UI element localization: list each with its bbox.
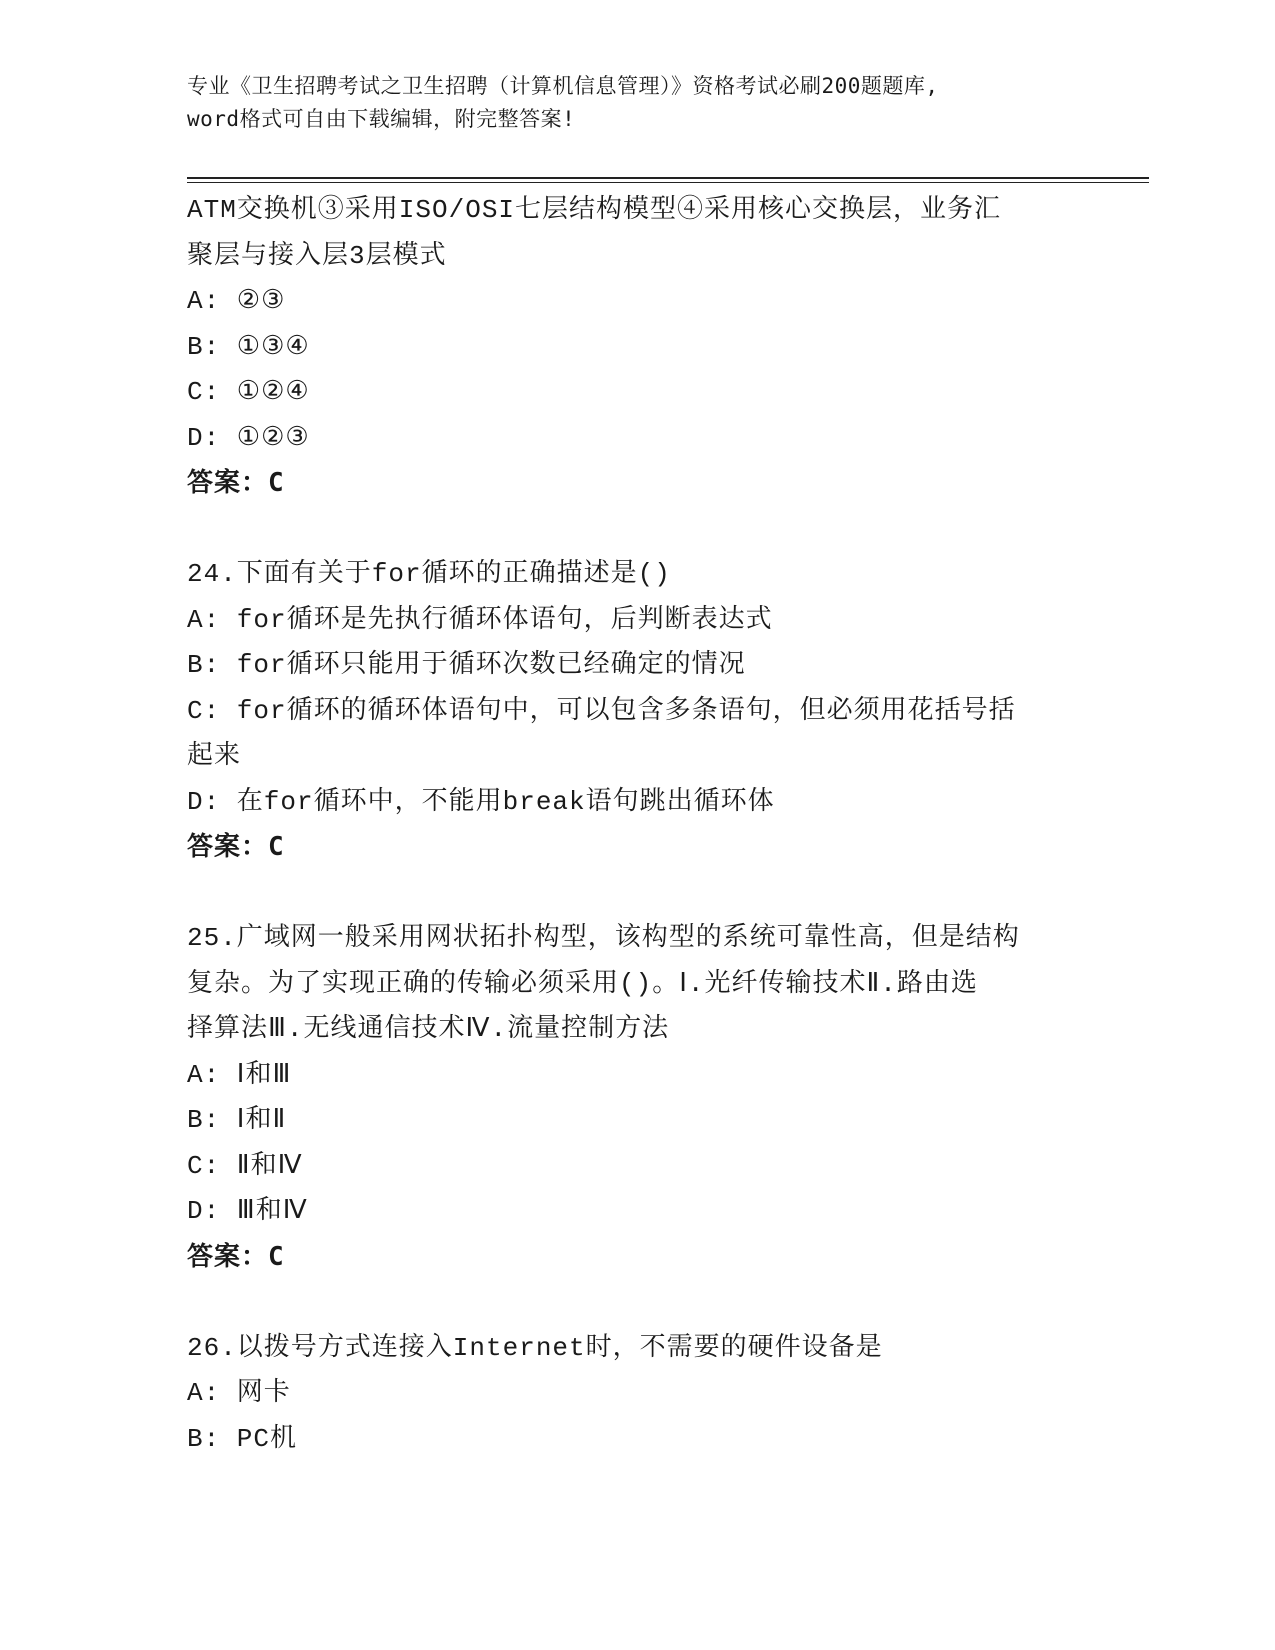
question-stem-line: 聚层与接入层3层模式 xyxy=(187,240,447,271)
option-d: D: Ⅲ和Ⅳ xyxy=(187,1196,308,1226)
option-b: B: ①③④ xyxy=(187,331,310,362)
option-c-continued: 起来 xyxy=(187,741,242,771)
option-b: B: Ⅰ和Ⅱ xyxy=(187,1105,287,1135)
spacer xyxy=(187,1280,1087,1326)
question-stem-line: ATM交换机③采用ISO/OSI七层结构模型④采用核心交换层，业务汇 xyxy=(187,195,1002,225)
option-c: C: ①②④ xyxy=(187,377,310,407)
answer-label: 答案：C xyxy=(187,468,285,498)
header-divider-thin xyxy=(187,182,1149,183)
option-a: A: ②③ xyxy=(187,286,286,316)
question-stem-line: 26.以拨号方式连接入Internet时，不需要的硬件设备是 xyxy=(187,1332,883,1363)
question-stem-line: 复杂。为了实现正确的传输必须采用()。Ⅰ.光纤传输技术Ⅱ.路由选 xyxy=(187,968,978,999)
question-stem-line: 择算法Ⅲ.无线通信技术Ⅳ.流量控制方法 xyxy=(187,1014,670,1044)
document-header xyxy=(187,70,1087,136)
option-a: A: 网卡 xyxy=(187,1378,291,1408)
spacer xyxy=(187,871,1087,917)
header-line-2: word格式可自由下载编辑，附完整答案! xyxy=(187,107,576,131)
option-c: C: Ⅱ和Ⅳ xyxy=(187,1150,303,1181)
spacer xyxy=(187,507,1087,553)
answer-label: 答案：C xyxy=(187,832,285,862)
question-list xyxy=(187,188,1087,1462)
option-a: A: for循环是先执行循环体语句，后判断表达式 xyxy=(187,604,773,635)
question-continued xyxy=(187,188,1087,507)
header-line-1: 专业《卫生招聘考试之卫生招聘（计算机信息管理）》资格考试必刷200题题库, xyxy=(187,74,939,98)
option-b: B: for循环只能用于循环次数已经确定的情况 xyxy=(187,650,746,680)
question-24 xyxy=(187,552,1087,871)
option-d: D: ①②③ xyxy=(187,422,310,453)
answer-label: 答案：C xyxy=(187,1241,285,1272)
option-c: C: for循环的循环体语句中，可以包含多条语句，但必须用花括号括 xyxy=(187,695,1016,726)
question-25 xyxy=(187,916,1087,1280)
question-26 xyxy=(187,1326,1087,1463)
header-divider-thick xyxy=(187,177,1149,179)
option-a: A: Ⅰ和Ⅲ xyxy=(187,1059,292,1090)
question-stem-line: 24.下面有关于for循环的正确描述是() xyxy=(187,559,671,589)
option-d: D: 在for循环中，不能用break语句跳出循环体 xyxy=(187,786,775,817)
option-b: B: PC机 xyxy=(187,1423,298,1454)
question-stem-line: 25.广域网一般采用网状拓扑构型，该构型的系统可靠性高，但是结构 xyxy=(187,923,1020,953)
